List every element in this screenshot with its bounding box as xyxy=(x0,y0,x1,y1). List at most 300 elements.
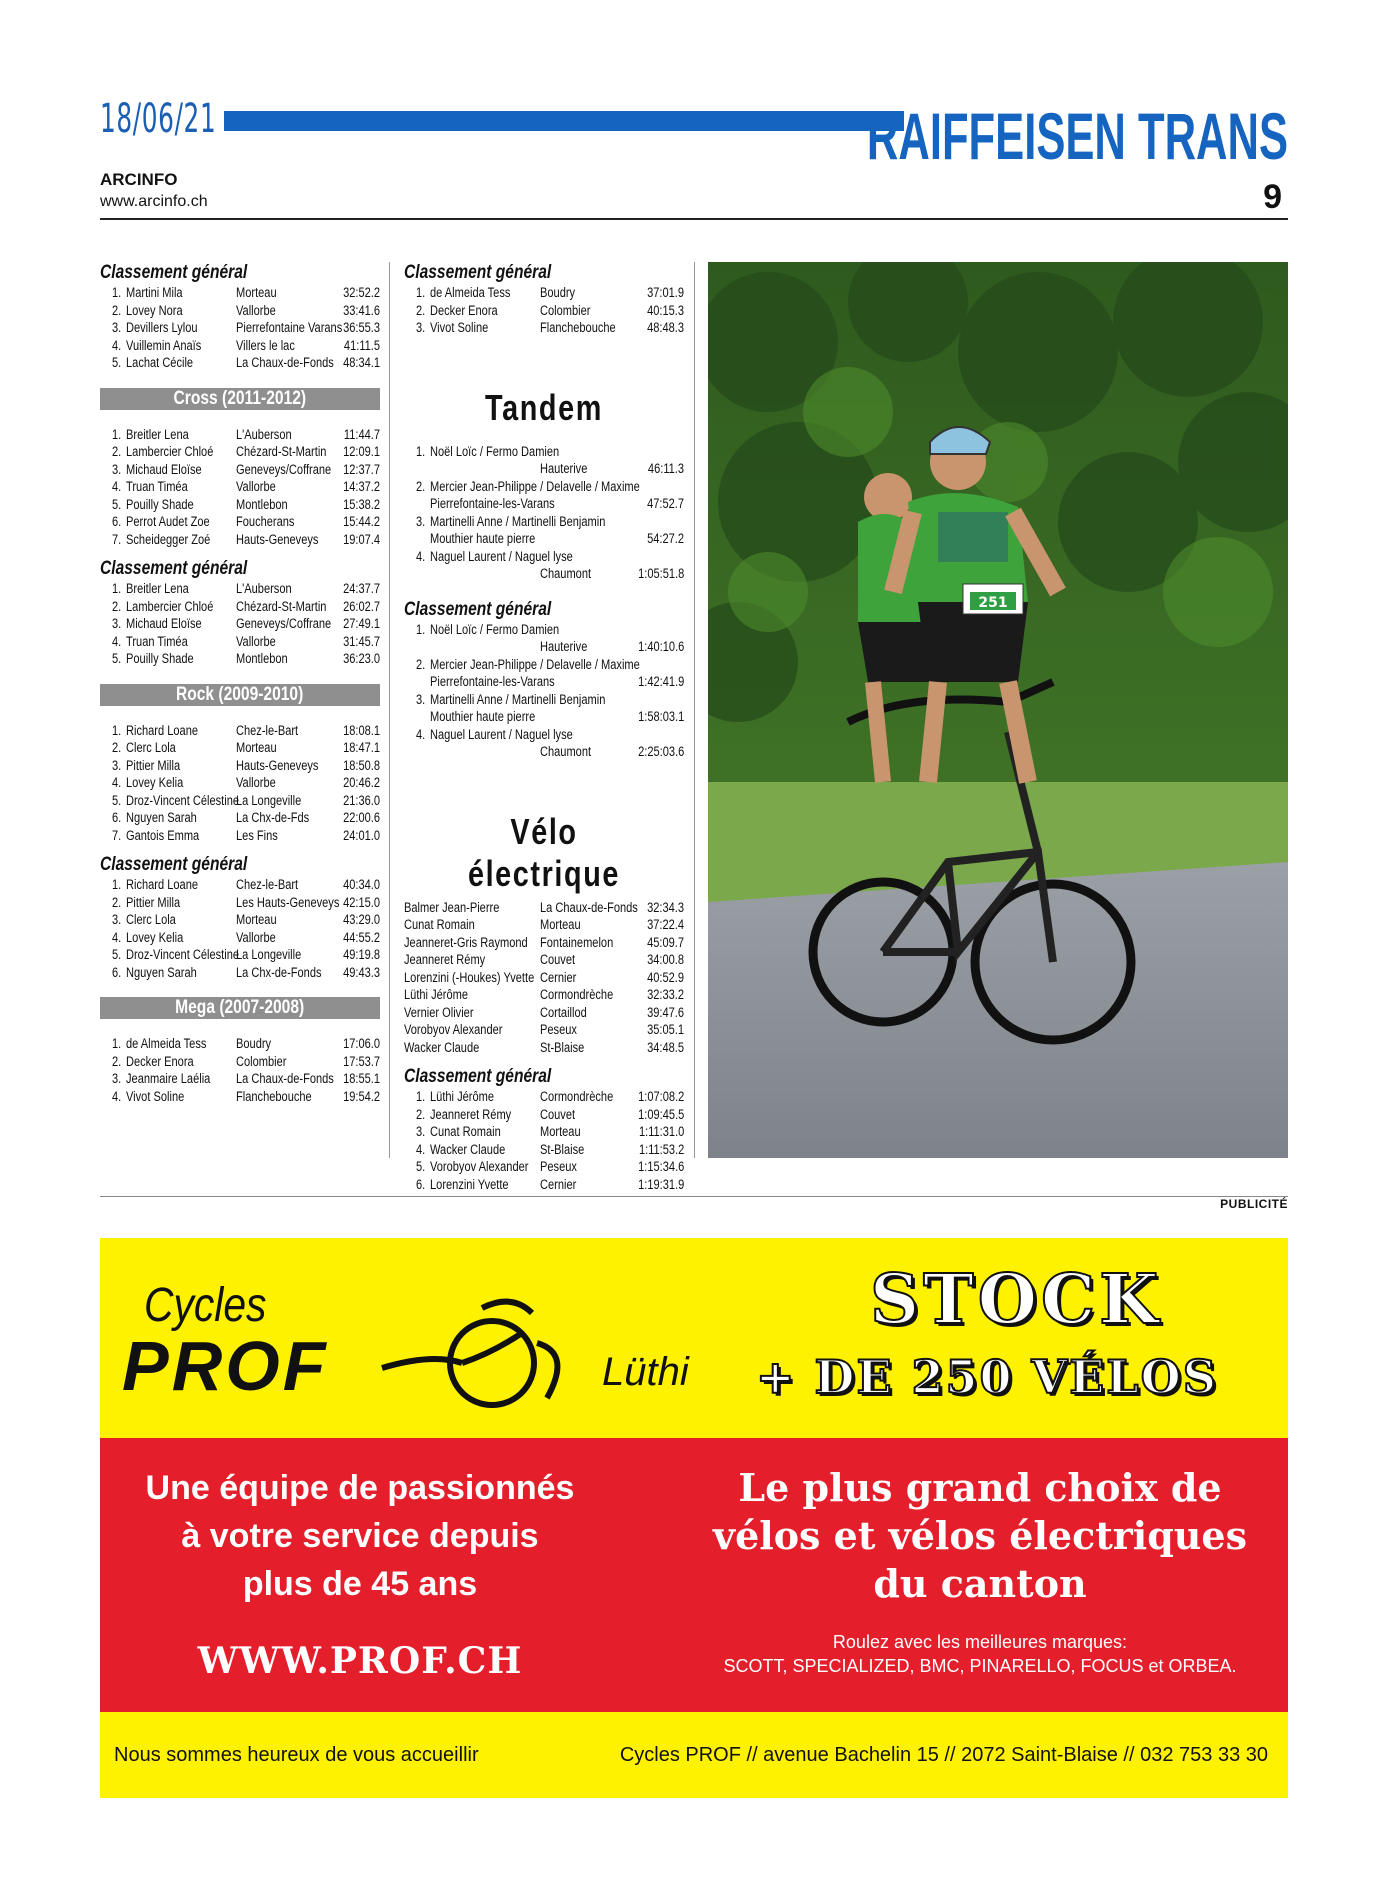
result-row xyxy=(404,302,684,320)
locality: Flanchebouche xyxy=(236,1088,312,1104)
result-row xyxy=(404,513,684,531)
result-time: 18:55.1 xyxy=(343,1071,380,1086)
result-row xyxy=(404,638,684,656)
classement-general-heading: Classement général xyxy=(404,262,552,283)
issue-date: 18/06/21 xyxy=(100,96,217,142)
locality: La Chaux-de-Fonds xyxy=(540,899,638,915)
athlete-name: Richard Loane xyxy=(126,877,199,892)
result-time: 48:48.3 xyxy=(647,320,684,335)
rank: 6. xyxy=(112,514,122,529)
result-time: 36:23.0 xyxy=(343,651,380,666)
athlete-name: Breitler Lena xyxy=(126,581,189,596)
rank: 5. xyxy=(112,496,122,512)
result-row xyxy=(100,757,380,775)
athlete-name: Balmer Jean-Pierre xyxy=(404,899,500,915)
athlete-name: Wacker Claude xyxy=(430,1141,506,1157)
result-time: 19:07.4 xyxy=(343,531,380,547)
athlete-name: Vernier Olivier xyxy=(404,1004,474,1020)
result-time: 54:27.2 xyxy=(647,531,684,546)
column-divider-1 xyxy=(389,262,390,1158)
athlete-name: Nguyen Sarah xyxy=(126,810,197,825)
athlete-name: Lovey Nora xyxy=(126,302,183,318)
rank: 3. xyxy=(416,320,426,335)
result-time: 49:19.8 xyxy=(343,947,380,962)
rank: 2. xyxy=(416,656,426,672)
result-time: 49:43.3 xyxy=(343,964,380,980)
athlete-name: Clerc Lola xyxy=(126,740,176,755)
rank: 2. xyxy=(416,1106,426,1122)
result-time: 12:37.7 xyxy=(343,461,380,477)
section-title: RAIFFEISEN TRANS xyxy=(866,99,1288,173)
result-time: 18:50.8 xyxy=(343,757,380,773)
result-row xyxy=(404,951,684,969)
result-row xyxy=(100,1088,380,1106)
result-row xyxy=(100,1053,380,1071)
rank: 6. xyxy=(416,1176,426,1192)
athlete-name: Wacker Claude xyxy=(404,1039,480,1055)
athlete-name: Vorobyov Alexander xyxy=(404,1022,503,1037)
locality: La Chaux-de-Fonds xyxy=(236,355,334,370)
classement-general-heading: Classement général xyxy=(404,1066,552,1087)
result-row xyxy=(100,598,380,616)
result-time: 1:09:45.5 xyxy=(637,1106,684,1122)
rank: 3. xyxy=(416,1124,426,1139)
result-row xyxy=(100,354,380,372)
athlete-name: Scheidegger Zoé xyxy=(126,531,211,547)
result-time: 43:29.0 xyxy=(343,912,380,927)
locality: Chaumont xyxy=(540,744,592,759)
athlete-name: Naguel Laurent / Naguel lyse xyxy=(430,548,573,564)
results-column-2 xyxy=(404,262,684,1193)
result-time: 18:08.1 xyxy=(343,722,380,738)
locality: Hauts-Geneveys xyxy=(236,757,319,773)
logo-cycles: Cycles xyxy=(144,1279,267,1332)
result-time: 40:52.9 xyxy=(647,969,684,985)
locality: Vallorbe xyxy=(236,929,276,945)
result-row xyxy=(404,530,684,548)
result-row xyxy=(100,302,380,320)
spacer xyxy=(100,372,380,388)
result-time: 34:00.8 xyxy=(647,952,684,967)
athlete-name: Jeanneret Rémy xyxy=(430,1106,512,1122)
rank: 1. xyxy=(416,621,426,637)
result-row xyxy=(404,934,684,952)
result-time: 32:52.2 xyxy=(343,285,380,300)
result-time: 27:49.1 xyxy=(343,616,380,631)
rank: 2. xyxy=(416,302,426,318)
athlete-name: de Almeida Tess xyxy=(430,285,511,300)
result-row xyxy=(404,1004,684,1022)
category-band xyxy=(100,388,380,410)
locality: Cernier xyxy=(540,969,577,985)
athlete-name: Cunat Romain xyxy=(404,917,475,932)
athlete-name: Noël Loïc / Fermo Damien xyxy=(430,621,560,637)
locality: La Chx-de-Fds xyxy=(236,810,310,825)
result-row xyxy=(100,1070,380,1088)
locality: Geneveys/Coffrane xyxy=(236,616,332,631)
category-label: Cross (2011-2012) xyxy=(173,387,307,409)
result-row xyxy=(404,986,684,1004)
result-time: 11:44.7 xyxy=(343,426,380,442)
result-row xyxy=(100,964,380,982)
result-row xyxy=(100,319,380,337)
result-row xyxy=(404,726,684,744)
result-row xyxy=(404,621,684,639)
athlete-name: Lachat Cécile xyxy=(126,355,194,370)
locality: Montlebon xyxy=(236,651,288,666)
result-row xyxy=(404,743,684,761)
athlete-name: Clerc Lola xyxy=(126,912,176,927)
result-row xyxy=(404,443,684,461)
result-row xyxy=(100,426,380,444)
locality: Colombier xyxy=(540,302,591,318)
result-row xyxy=(100,633,380,651)
result-row xyxy=(100,929,380,947)
locality: Chez-le-Bart xyxy=(236,877,299,892)
rank: 2. xyxy=(112,1053,122,1069)
spacer xyxy=(100,410,380,426)
athlete-name: Lambercier Chloé xyxy=(126,598,214,614)
cycles-prof-advertisement xyxy=(100,1238,1288,1798)
result-time: 33:41.6 xyxy=(343,302,380,318)
logo-prof: PROF xyxy=(122,1327,329,1405)
footer-address: Cycles PROF // avenue Bachelin 15 // 2072 Saint-Blaise // 032 753 33 30 xyxy=(619,1744,1268,1766)
athlete-name: de Almeida Tess xyxy=(126,1036,207,1051)
locality: Cormondrèche xyxy=(540,1089,614,1104)
rank: 3. xyxy=(112,1071,122,1086)
result-row xyxy=(100,461,380,479)
rank: 1. xyxy=(112,877,122,892)
rank: 2. xyxy=(112,740,122,755)
result-row xyxy=(404,708,684,726)
category-heading: Vélo électrique xyxy=(467,810,621,894)
athlete-name: Martinelli Anne / Martinelli Benjamin xyxy=(430,691,606,707)
result-time: 24:01.0 xyxy=(343,827,380,843)
result-time: 17:06.0 xyxy=(343,1036,380,1051)
result-time: 14:37.2 xyxy=(343,479,380,494)
rank: 4. xyxy=(416,726,426,742)
athlete-name: Cunat Romain xyxy=(430,1124,501,1139)
rank: 5. xyxy=(112,651,122,666)
result-row xyxy=(404,319,684,337)
locality: Cormondrèche xyxy=(540,987,614,1002)
athlete-name: Vivot Soline xyxy=(430,320,489,335)
result-row xyxy=(404,478,684,496)
spacer xyxy=(100,548,380,558)
result-time: 20:46.2 xyxy=(343,775,380,790)
result-time: 40:34.0 xyxy=(343,877,380,892)
result-time: 47:52.7 xyxy=(647,496,684,511)
athlete-name: Nguyen Sarah xyxy=(126,964,197,980)
footer-welcome: Nous sommes heureux de vous accueillir xyxy=(114,1744,479,1766)
tagline-line-1: Une équipe de passionnés xyxy=(145,1469,575,1507)
rank: 4. xyxy=(416,1141,426,1157)
result-row xyxy=(404,460,684,478)
locality: Colombier xyxy=(236,1053,287,1069)
rank: 3. xyxy=(112,616,122,631)
locality: Vallorbe xyxy=(236,633,276,649)
athlete-name: Mouthier haute pierre xyxy=(430,531,536,546)
tagline-line-2: à votre service depuis xyxy=(181,1517,539,1555)
athlete-name: Gantois Emma xyxy=(126,827,200,843)
rank: 5. xyxy=(416,1159,426,1174)
locality: Boudry xyxy=(540,285,576,300)
athlete-name: Pouilly Shade xyxy=(126,496,194,512)
rank: 4. xyxy=(112,1088,122,1104)
result-row xyxy=(100,1035,380,1053)
category-label: Mega (2007-2008) xyxy=(175,997,305,1018)
rank: 4. xyxy=(112,337,122,353)
result-row xyxy=(100,531,380,549)
rank: 1. xyxy=(416,1089,426,1104)
locality: Fontainemelon xyxy=(540,934,614,950)
website-link[interactable]: WWW.PROF.CH xyxy=(197,1640,523,1682)
rank: 1. xyxy=(112,285,122,300)
result-time: 18:47.1 xyxy=(343,740,380,755)
rank: 1. xyxy=(112,722,122,738)
rank: 3. xyxy=(112,461,122,477)
athlete-name: Lorenzini Yvette xyxy=(430,1176,509,1192)
result-time: 39:47.6 xyxy=(647,1004,684,1020)
result-row xyxy=(404,916,684,934)
locality: L'Auberson xyxy=(236,581,292,596)
athlete-name: Pittier Milla xyxy=(126,894,181,910)
result-time: 1:11:31.0 xyxy=(638,1124,684,1139)
result-row xyxy=(404,495,684,513)
rank: 3. xyxy=(112,912,122,927)
locality: Pierrefontaine Varans xyxy=(236,320,343,335)
athlete-name: Vorobyov Alexander xyxy=(430,1159,529,1174)
ad-headline xyxy=(680,1464,1280,1608)
classement-general-heading: Classement général xyxy=(100,262,248,283)
athlete-name: Droz-Vincent Célestine xyxy=(126,792,240,808)
ad-tagline xyxy=(100,1464,620,1608)
tagline-line-3: plus de 45 ans xyxy=(242,1565,478,1603)
result-time: 46:11.3 xyxy=(647,461,684,476)
result-row xyxy=(404,899,684,917)
result-time: 1:15:34.6 xyxy=(637,1159,684,1174)
result-row xyxy=(404,1141,684,1159)
bib-number: 251 xyxy=(978,595,1008,611)
result-time: 41:11.5 xyxy=(343,337,380,353)
athlete-name: Richard Loane xyxy=(126,722,199,738)
result-row xyxy=(100,894,380,912)
locality: Hauterive xyxy=(540,461,588,476)
ad-divider xyxy=(100,1196,1288,1197)
rank: 4. xyxy=(112,775,122,790)
spacer xyxy=(404,761,684,807)
result-row xyxy=(100,513,380,531)
result-row xyxy=(100,876,380,894)
result-row xyxy=(404,284,684,302)
locality: Chézard-St-Martin xyxy=(236,598,327,614)
column-divider-2 xyxy=(694,262,695,1158)
result-row xyxy=(100,337,380,355)
rank: 6. xyxy=(112,964,122,980)
stock-count: + DE 250 VÉLOS xyxy=(756,1350,1218,1404)
rank: 1. xyxy=(112,581,122,596)
result-row xyxy=(100,580,380,598)
result-row xyxy=(404,969,684,987)
spacer xyxy=(404,583,684,599)
athlete-name: Vuillemin Anaïs xyxy=(126,337,202,353)
athlete-name: Lambercier Chloé xyxy=(126,444,214,459)
category-heading: Tandem xyxy=(485,386,603,428)
result-row xyxy=(100,739,380,757)
locality: Morteau xyxy=(540,917,581,932)
locality: Flanchebouche xyxy=(540,320,616,335)
result-row xyxy=(404,1158,684,1176)
athlete-name: Lovey Kelia xyxy=(126,775,184,790)
rank: 3. xyxy=(112,757,122,773)
athlete-name: Lüthi Jérôme xyxy=(430,1089,494,1104)
locality: Couvet xyxy=(540,1106,576,1122)
athlete-name: Devillers Lylou xyxy=(126,320,198,335)
spacer xyxy=(404,433,684,443)
result-time: 42:15.0 xyxy=(343,894,380,910)
athlete-name: Martini Mila xyxy=(126,285,183,300)
athlete-name: Jeanneret Rémy xyxy=(404,952,486,967)
publication-name: ARCINFO xyxy=(100,170,178,189)
result-time: 1:11:53.2 xyxy=(638,1141,684,1157)
result-time: 34:48.5 xyxy=(647,1039,684,1055)
result-row xyxy=(404,673,684,691)
athlete-name: Vivot Soline xyxy=(126,1088,185,1104)
athlete-name: Decker Enora xyxy=(126,1053,194,1069)
locality: Morteau xyxy=(236,912,277,927)
spacer xyxy=(100,706,380,722)
page-number: 9 xyxy=(1263,178,1282,216)
athlete-name: Pittier Milla xyxy=(126,757,181,773)
result-time: 15:44.2 xyxy=(343,514,380,529)
result-row xyxy=(100,809,380,827)
result-time: 1:19:31.9 xyxy=(637,1176,684,1192)
result-row xyxy=(100,478,380,496)
result-row xyxy=(100,911,380,929)
result-time: 1:40:10.6 xyxy=(637,639,684,654)
brands-block xyxy=(680,1630,1280,1678)
classement-general-heading: Classement général xyxy=(100,558,248,579)
result-time: 44:55.2 xyxy=(343,929,380,945)
result-time: 31:45.7 xyxy=(343,633,380,649)
locality: La Longeville xyxy=(236,947,302,962)
athlete-name: Mercier Jean-Philippe / Delavelle / Maxime xyxy=(430,478,640,494)
rank: 1. xyxy=(416,285,426,300)
result-time: 21:36.0 xyxy=(343,792,380,808)
advertisement-tag: PUBLICITÉ xyxy=(1220,1197,1288,1211)
locality: St-Blaise xyxy=(540,1039,585,1055)
result-time: 1:07:08.2 xyxy=(637,1089,684,1104)
athlete-name: Jeanneret-Gris Raymond xyxy=(404,934,528,950)
brands-list: SCOTT, SPECIALIZED, BMC, PINARELLO, FOCUS et ORBEA. xyxy=(723,1656,1237,1676)
rank: 2. xyxy=(416,478,426,494)
locality: Chez-le-Bart xyxy=(236,722,299,738)
locality: Les Fins xyxy=(236,827,278,843)
result-time: 1:05:51.8 xyxy=(637,566,684,581)
result-row xyxy=(100,284,380,302)
locality: Morteau xyxy=(236,285,277,300)
tandem-photo xyxy=(708,262,1288,1158)
result-row xyxy=(404,565,684,583)
result-row xyxy=(100,792,380,810)
result-row xyxy=(100,722,380,740)
publication-url[interactable]: www.arcinfo.ch xyxy=(100,193,208,210)
result-time: 17:53.7 xyxy=(343,1053,380,1069)
locality: Foucherans xyxy=(236,514,295,529)
athlete-name: Lorenzini (-Houkes) Yvette xyxy=(404,969,535,985)
result-row xyxy=(100,443,380,461)
athlete-name: Truan Timéa xyxy=(126,633,188,649)
result-time: 37:01.9 xyxy=(647,285,684,300)
result-row xyxy=(404,1021,684,1039)
result-time: 45:09.7 xyxy=(647,934,684,950)
locality: La Longeville xyxy=(236,792,302,808)
rank: 1. xyxy=(112,426,122,442)
category-band xyxy=(100,997,380,1019)
result-time: 48:34.1 xyxy=(343,355,380,370)
locality: Geneveys/Coffrane xyxy=(236,461,332,477)
brands-intro: Roulez avec les meilleures marques: xyxy=(832,1632,1128,1652)
result-row xyxy=(404,1088,684,1106)
locality: La Chaux-de-Fonds xyxy=(236,1071,334,1086)
result-time: 32:34.3 xyxy=(647,899,684,915)
rank: 2. xyxy=(112,894,122,910)
locality: Hauterive xyxy=(540,639,588,654)
result-time: 32:33.2 xyxy=(647,987,684,1002)
athlete-name: Naguel Laurent / Naguel lyse xyxy=(430,726,573,742)
locality: Chézard-St-Martin xyxy=(236,444,327,459)
result-row xyxy=(404,656,684,674)
rank: 3. xyxy=(112,320,122,335)
spacer xyxy=(100,1019,380,1035)
locality: L'Auberson xyxy=(236,426,292,442)
rank: 4. xyxy=(112,479,122,494)
stock-heading: STOCK xyxy=(870,1260,1163,1340)
rank: 4. xyxy=(112,633,122,649)
result-row xyxy=(404,1039,684,1057)
athlete-name: Jeanmaire Laélia xyxy=(126,1071,211,1086)
athlete-name: Droz-Vincent Célestine xyxy=(126,947,240,962)
athlete-name: Truan Timéa xyxy=(126,479,188,494)
result-row xyxy=(404,1176,684,1194)
rank: 5. xyxy=(112,947,122,962)
locality: Morteau xyxy=(540,1124,581,1139)
rank: 7. xyxy=(112,827,122,843)
result-time: 19:54.2 xyxy=(343,1088,380,1104)
locality: Peseux xyxy=(540,1159,577,1174)
header-accent-bar xyxy=(224,111,904,131)
result-row xyxy=(404,1106,684,1124)
result-time: 37:22.4 xyxy=(647,917,684,932)
result-row xyxy=(100,946,380,964)
result-row xyxy=(100,650,380,668)
rank: 2. xyxy=(112,598,122,614)
rank: 1. xyxy=(112,1036,122,1051)
category-label: Rock (2009-2010) xyxy=(176,683,304,705)
athlete-name: Breitler Lena xyxy=(126,426,189,442)
rank: 7. xyxy=(112,531,122,547)
locality: Hauts-Geneveys xyxy=(236,531,319,547)
rank: 4. xyxy=(416,548,426,564)
rank: 5. xyxy=(112,355,122,370)
result-time: 24:37.7 xyxy=(343,581,380,596)
spacer xyxy=(404,337,684,383)
rank: 6. xyxy=(112,810,122,825)
spacer xyxy=(100,981,380,997)
locality: Villers le lac xyxy=(236,337,295,353)
athlete-name: Pierrefontaine-les-Varans xyxy=(430,674,555,689)
result-row xyxy=(100,496,380,514)
